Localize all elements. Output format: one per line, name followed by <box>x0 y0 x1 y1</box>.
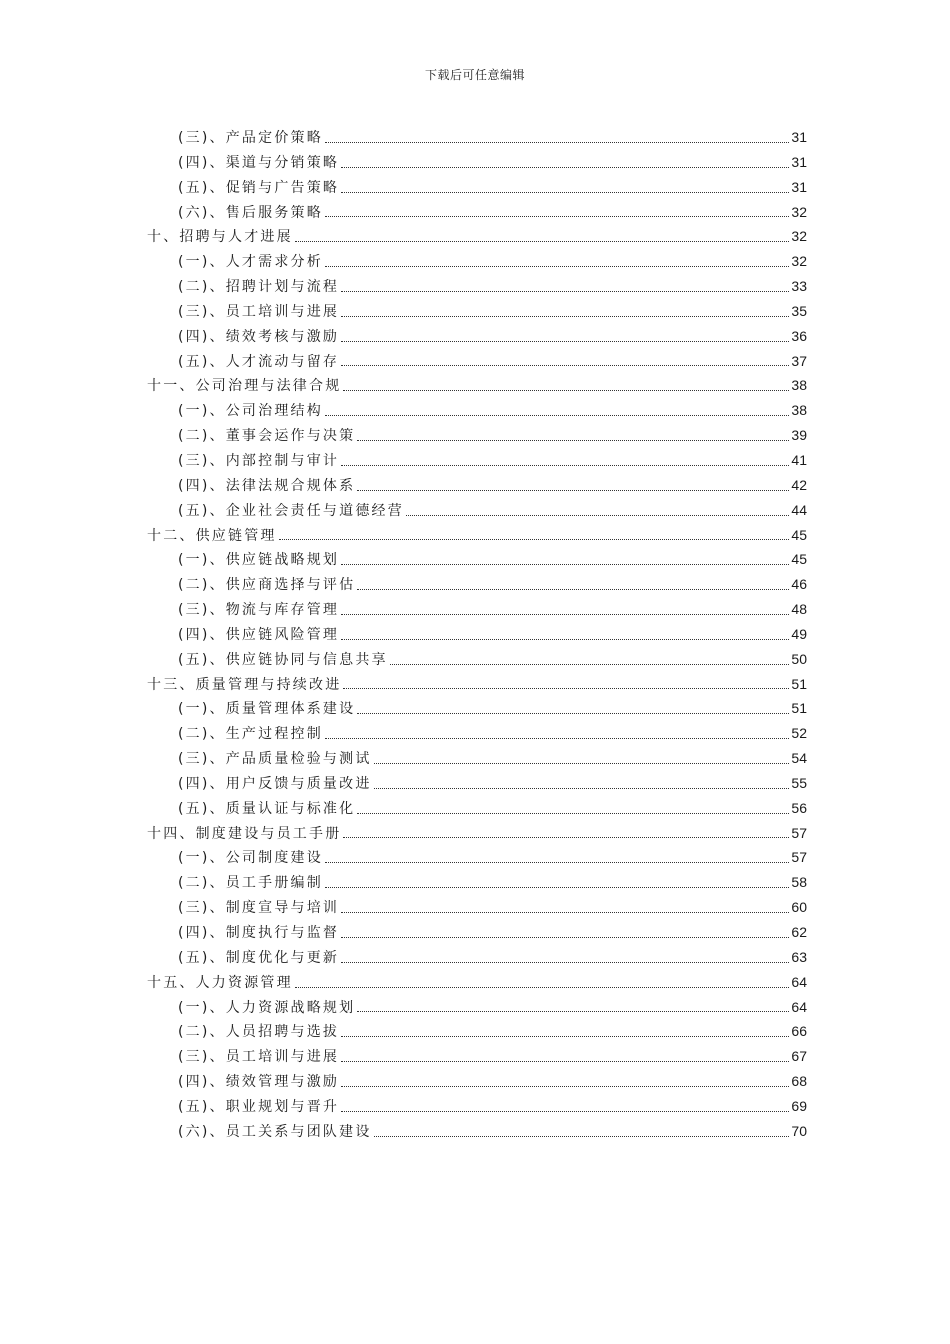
toc-entry-title: (二)、供应商选择与评估 <box>178 577 356 594</box>
toc-entry-title: (一)、人才需求分析 <box>178 254 323 271</box>
toc-entry-title: (四)、绩效考核与激励 <box>178 328 340 345</box>
toc-entry-page-number: 33 <box>791 278 807 295</box>
toc-section-entry[interactable] <box>147 425 807 450</box>
toc-entry-page-number: 50 <box>791 650 807 667</box>
toc-entry-page-number: 41 <box>791 451 807 468</box>
toc-section-entry[interactable] <box>147 947 807 972</box>
table-of-contents <box>147 127 807 1146</box>
toc-section-entry[interactable] <box>147 624 807 649</box>
toc-section-entry[interactable] <box>147 351 807 376</box>
toc-entry-title: (三)、内部控制与审计 <box>178 452 340 469</box>
toc-dot-leader <box>357 440 789 441</box>
toc-dot-leader <box>341 291 789 292</box>
toc-dot-leader <box>341 167 789 168</box>
toc-dot-leader <box>279 539 790 540</box>
toc-entry-title: (三)、员工培训与进展 <box>178 1049 340 1066</box>
toc-dot-leader <box>325 887 789 888</box>
toc-entry-title: 十、招聘与人才进展 <box>147 229 293 246</box>
toc-dot-leader <box>374 788 790 789</box>
toc-dot-leader <box>341 564 789 565</box>
toc-section-entry[interactable] <box>147 400 807 425</box>
toc-entry-page-number: 62 <box>791 924 807 940</box>
toc-section-entry[interactable] <box>147 922 807 947</box>
toc-section-entry[interactable] <box>147 450 807 475</box>
toc-chapter-entry[interactable] <box>147 375 807 400</box>
toc-section-entry[interactable] <box>147 574 807 599</box>
toc-dot-leader <box>341 1111 789 1112</box>
toc-entry-title: 十五、人力资源管理 <box>147 974 293 991</box>
toc-dot-leader <box>374 763 790 764</box>
toc-entry-title: (一)、人力资源战略规划 <box>178 999 356 1016</box>
toc-entry-page-number: 54 <box>791 750 807 767</box>
toc-section-entry[interactable] <box>147 997 807 1022</box>
toc-entry-title: 十三、质量管理与持续改进 <box>147 676 342 693</box>
toc-section-entry[interactable] <box>147 599 807 624</box>
toc-entry-page-number: 32 <box>791 228 807 245</box>
toc-section-entry[interactable] <box>147 773 807 798</box>
toc-entry-page-number: 52 <box>791 725 807 742</box>
toc-entry-title: (二)、人员招聘与选拔 <box>178 1024 340 1041</box>
toc-entry-page-number: 32 <box>791 203 807 220</box>
toc-dot-leader <box>341 962 789 963</box>
toc-dot-leader <box>295 241 790 242</box>
toc-section-entry[interactable] <box>147 748 807 773</box>
toc-entry-page-number: 31 <box>791 153 807 170</box>
toc-chapter-entry[interactable] <box>147 525 807 550</box>
toc-dot-leader <box>357 1011 789 1012</box>
toc-section-entry[interactable] <box>147 1071 807 1096</box>
toc-entry-title: (五)、制度优化与更新 <box>178 949 340 966</box>
toc-entry-title: (三)、制度宣导与培训 <box>178 900 340 917</box>
toc-entry-title: (二)、生产过程控制 <box>178 726 323 743</box>
toc-entry-title: (三)、产品质量检验与测试 <box>178 751 372 768</box>
toc-entry-page-number: 38 <box>791 377 807 394</box>
toc-entry-page-number: 68 <box>791 1073 807 1090</box>
toc-entry-title: 十二、供应链管理 <box>147 527 277 544</box>
toc-entry-title: (一)、公司制度建设 <box>178 850 323 867</box>
toc-entry-title: (五)、企业社会责任与道德经营 <box>178 502 404 519</box>
toc-entry-page-number: 38 <box>791 402 807 419</box>
toc-entry-title: (四)、渠道与分销策略 <box>178 154 340 171</box>
toc-dot-leader <box>325 738 789 739</box>
toc-entry-page-number: 64 <box>791 973 807 990</box>
toc-dot-leader <box>341 614 789 615</box>
toc-entry-page-number: 57 <box>791 849 807 866</box>
toc-dot-leader <box>341 1061 789 1062</box>
toc-section-entry[interactable] <box>147 326 807 351</box>
toc-entry-page-number: 67 <box>791 1048 807 1065</box>
toc-chapter-entry[interactable] <box>147 823 807 848</box>
toc-entry-title: (三)、员工培训与进展 <box>178 303 340 320</box>
toc-entry-page-number: 48 <box>791 601 807 618</box>
toc-dot-leader <box>357 589 789 590</box>
toc-entry-page-number: 31 <box>791 129 807 145</box>
toc-dot-leader <box>357 813 789 814</box>
toc-dot-leader <box>341 365 789 366</box>
toc-dot-leader <box>325 862 789 863</box>
toc-entry-page-number: 36 <box>791 327 807 344</box>
toc-entry-page-number: 49 <box>791 625 807 642</box>
toc-section-entry[interactable] <box>147 649 807 674</box>
toc-dot-leader <box>343 688 789 689</box>
toc-entry-title: (五)、质量认证与标准化 <box>178 800 356 817</box>
toc-entry-page-number: 56 <box>791 799 807 816</box>
toc-section-entry[interactable] <box>147 1046 807 1071</box>
toc-entry-page-number: 37 <box>791 352 807 369</box>
toc-chapter-entry[interactable] <box>147 972 807 997</box>
toc-entry-page-number: 46 <box>791 576 807 593</box>
toc-section-entry[interactable] <box>147 872 807 897</box>
toc-entry-page-number: 57 <box>791 824 807 841</box>
toc-dot-leader <box>341 1086 789 1087</box>
toc-entry-page-number: 51 <box>791 675 807 692</box>
toc-entry-title: (二)、招聘计划与流程 <box>178 279 340 296</box>
toc-section-entry[interactable] <box>147 698 807 723</box>
toc-entry-title: (四)、用户反馈与质量改进 <box>178 775 372 792</box>
toc-entry-title: 十四、制度建设与员工手册 <box>147 825 342 842</box>
toc-dot-leader <box>325 216 789 217</box>
toc-dot-leader <box>343 390 789 391</box>
toc-dot-leader <box>341 1036 789 1037</box>
toc-section-entry[interactable] <box>147 500 807 525</box>
toc-dot-leader <box>325 266 789 267</box>
toc-entry-title: (三)、物流与库存管理 <box>178 602 340 619</box>
toc-entry-page-number: 42 <box>791 476 807 493</box>
toc-dot-leader <box>341 341 789 342</box>
toc-entry-page-number: 63 <box>791 948 807 965</box>
toc-chapter-entry[interactable] <box>147 226 807 251</box>
toc-entry-title: (五)、人才流动与留存 <box>178 353 340 370</box>
toc-dot-leader <box>341 192 789 193</box>
toc-entry-page-number: 69 <box>791 1097 807 1114</box>
toc-chapter-entry[interactable] <box>147 674 807 699</box>
toc-section-entry[interactable] <box>147 202 807 227</box>
toc-entry-title: (六)、员工关系与团队建设 <box>178 1123 372 1140</box>
toc-section-entry[interactable] <box>147 152 807 177</box>
toc-entry-page-number: 58 <box>791 874 807 891</box>
toc-entry-title: (二)、员工手册编制 <box>178 875 323 892</box>
toc-dot-leader <box>343 837 789 838</box>
toc-entry-title: 十一、公司治理与法律合规 <box>147 378 342 395</box>
toc-section-entry[interactable] <box>147 127 807 152</box>
toc-entry-title: (五)、职业规划与晋升 <box>178 1098 340 1115</box>
toc-section-entry[interactable] <box>147 276 807 301</box>
toc-entry-title: (六)、售后服务策略 <box>178 204 323 221</box>
toc-entry-page-number: 55 <box>791 774 807 791</box>
toc-entry-title: (四)、绩效管理与激励 <box>178 1074 340 1091</box>
toc-entry-title: (五)、促销与广告策略 <box>178 179 340 196</box>
toc-entry-page-number: 31 <box>791 178 807 195</box>
toc-entry-page-number: 64 <box>791 998 807 1015</box>
toc-entry-title: (二)、董事会运作与决策 <box>178 428 356 445</box>
toc-dot-leader <box>406 515 789 516</box>
toc-entry-title: (四)、法律法规合规体系 <box>178 477 356 494</box>
toc-section-entry[interactable] <box>147 251 807 276</box>
toc-entry-page-number: 70 <box>791 1122 807 1139</box>
toc-entry-title: (一)、质量管理体系建设 <box>178 701 356 718</box>
toc-entry-title: (三)、产品定价策略 <box>178 130 323 146</box>
toc-entry-title: (五)、供应链协同与信息共享 <box>178 651 388 668</box>
toc-dot-leader <box>341 465 789 466</box>
toc-entry-page-number: 39 <box>791 427 807 444</box>
toc-dot-leader <box>357 490 789 491</box>
toc-dot-leader <box>341 937 789 938</box>
toc-entry-title: (一)、公司治理结构 <box>178 403 323 420</box>
toc-entry-page-number: 66 <box>791 1023 807 1040</box>
toc-entry-page-number: 51 <box>791 700 807 717</box>
toc-entry-title: (四)、制度执行与监督 <box>178 925 340 941</box>
toc-dot-leader <box>374 1136 790 1137</box>
toc-dot-leader <box>325 142 789 143</box>
toc-section-entry[interactable] <box>147 798 807 823</box>
toc-section-entry[interactable] <box>147 475 807 500</box>
toc-dot-leader <box>341 639 789 640</box>
toc-section-entry[interactable] <box>147 549 807 574</box>
toc-section-entry[interactable] <box>147 723 807 748</box>
page-header: 下载后可任意编辑 <box>424 68 525 82</box>
toc-entry-page-number: 35 <box>791 302 807 319</box>
toc-dot-leader <box>341 912 789 913</box>
toc-entry-page-number: 60 <box>791 899 807 916</box>
toc-section-entry[interactable] <box>147 301 807 326</box>
toc-section-entry[interactable] <box>147 1121 807 1146</box>
toc-dot-leader <box>390 664 790 665</box>
toc-entry-page-number: 32 <box>791 253 807 270</box>
toc-dot-leader <box>341 316 789 317</box>
toc-section-entry[interactable] <box>147 847 807 872</box>
toc-entry-title: (四)、供应链风险管理 <box>178 626 340 643</box>
toc-section-entry[interactable] <box>147 897 807 922</box>
toc-section-entry[interactable] <box>147 177 807 202</box>
toc-dot-leader <box>357 713 789 714</box>
toc-entry-page-number: 45 <box>791 526 807 543</box>
toc-entry-page-number: 45 <box>791 551 807 568</box>
toc-dot-leader <box>325 415 789 416</box>
toc-dot-leader <box>295 987 790 988</box>
toc-entry-page-number: 44 <box>791 501 807 518</box>
toc-section-entry[interactable] <box>147 1021 807 1046</box>
toc-section-entry[interactable] <box>147 1096 807 1121</box>
toc-entry-title: (一)、供应链战略规划 <box>178 552 340 569</box>
